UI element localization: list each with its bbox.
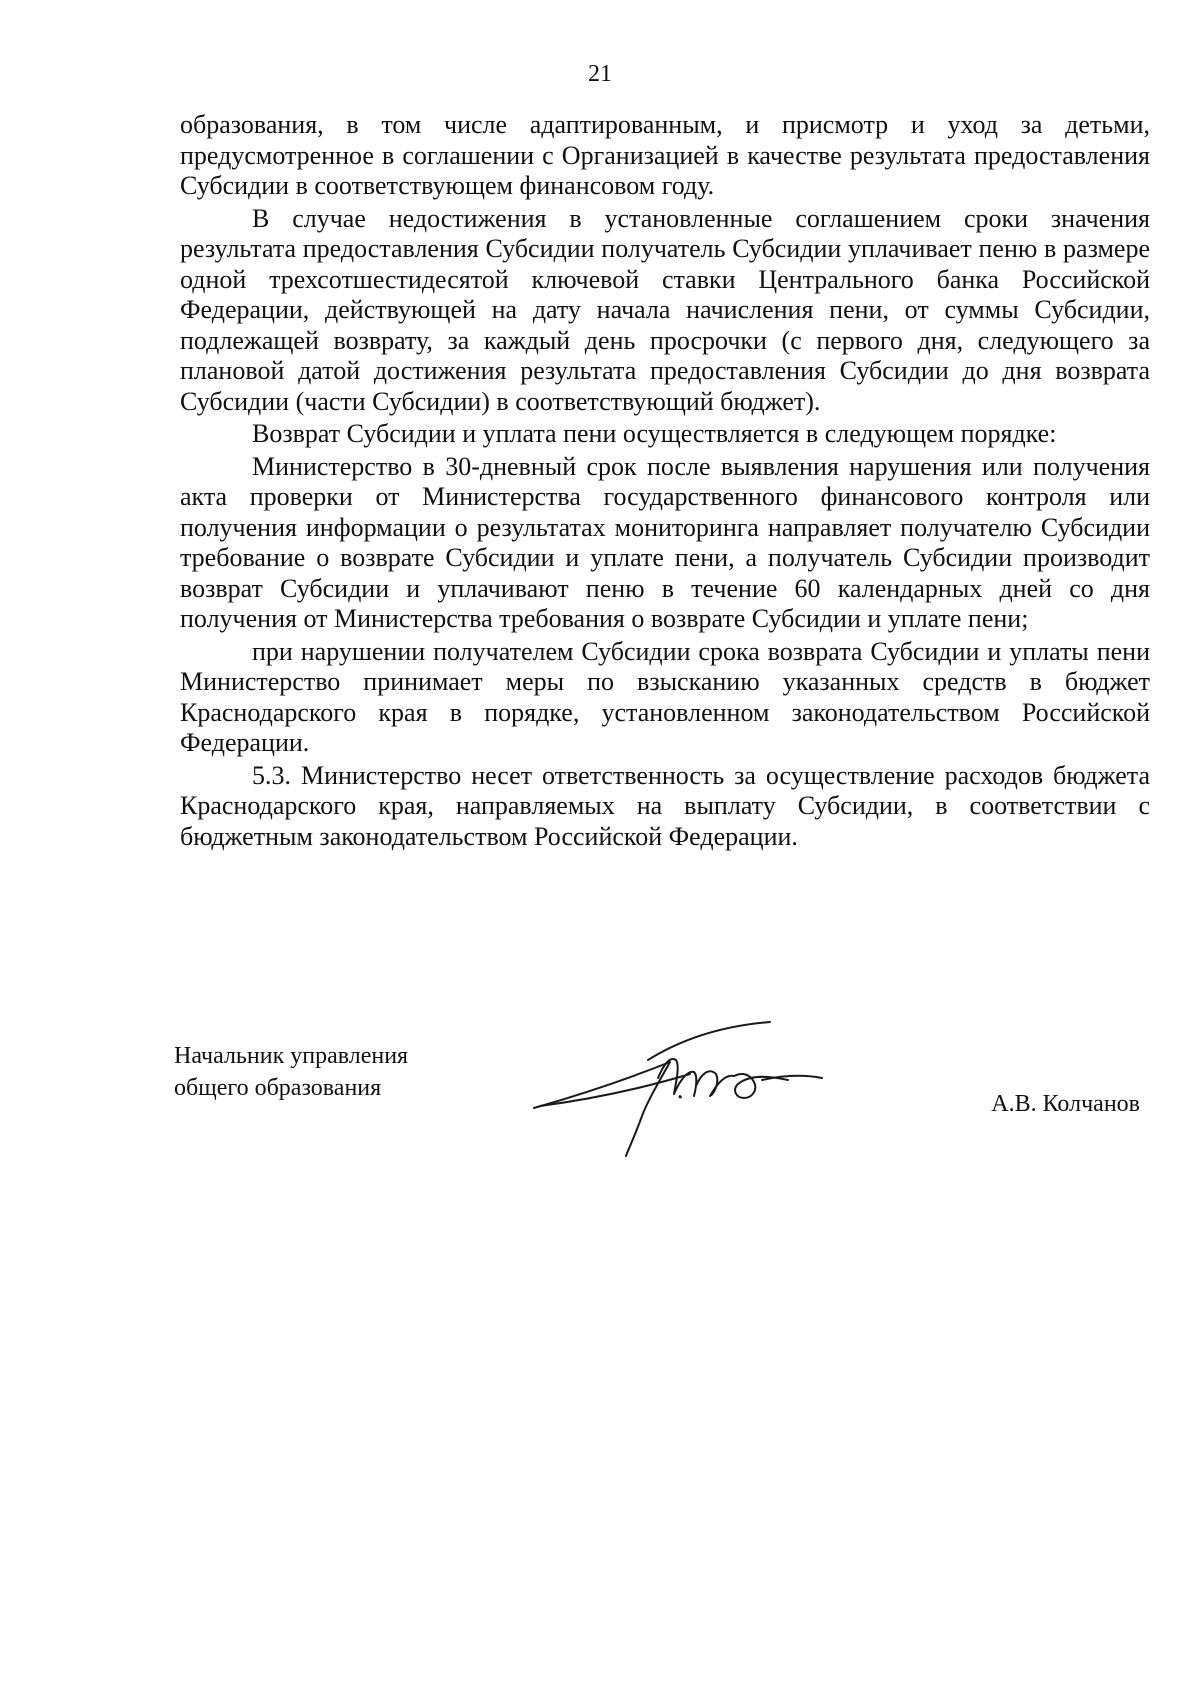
paragraph-3: Возврат Субсидии и уплата пени осуществляется в следующем порядке: (252, 419, 1057, 448)
paragraph-2: В случае недостижения в установленные соглашением сроки значения результата предоставления Субсидии получатель Субсидии уплачивает пеню в размере одной трехсотшестидесятой ключевой ставки Центрального банка Российской Федерации, действующей на дату начала начисления пени, от суммы Субсидии, подлежащей возврату, за каждый день просрочки (с первого дня, следующего за плановой датой достижения результата предоставления Субсидии до дня возврата Субсидии (части Субсидии) в соответствующий бюджет). (180, 203, 1150, 416)
paragraph-6: 5.3. Министерство несет ответственность за осуществление расходов бюджета Краснодарского края, направляемых на выплату Субсидии, в соответствии с бюджетным законодательством Российской Федерации. (180, 760, 1150, 851)
paragraph-4: Министерство в 30-дневный срок после выявления нарушения или получения акта проверки от Министерства государственного финансового контроля или получения информации о результатах мониторинга направляет получателю Субсидии требование о возврате Субсидии и уплате пени, а получатель Субсидии производит возврат Субсидии и уплачивают пеню в течение 60 календарных дней со дня получения от Министерства требования о возврате Субсидии и уплате пени; (180, 451, 1150, 633)
document-body (180, 110, 1150, 854)
page-number: 21 (588, 61, 612, 87)
signer-position-line-1: Начальник управления (174, 1043, 409, 1069)
signer-position (174, 1040, 408, 1104)
paragraph-5: при нарушении получателем Субсидии срока возврата Субсидии и уплаты пени Министерство принимает меры по взысканию указанных средств в бюджет Краснодарского края в порядке, установленном законодательством Российской Федерации. (180, 636, 1150, 757)
signature-block (174, 1040, 1154, 1180)
paragraph-1: образования, в том числе адаптированным, и присмотр и уход за детьми, предусмотренное в соглашении с Организацией в качестве результата предоставления Субсидии в соответствующем финансовом году. (180, 110, 1150, 200)
handwritten-signature (530, 1020, 850, 1160)
signer-name: А.В. Колчанов (991, 1091, 1140, 1117)
signer-position-line-2: общего образования (174, 1075, 382, 1101)
